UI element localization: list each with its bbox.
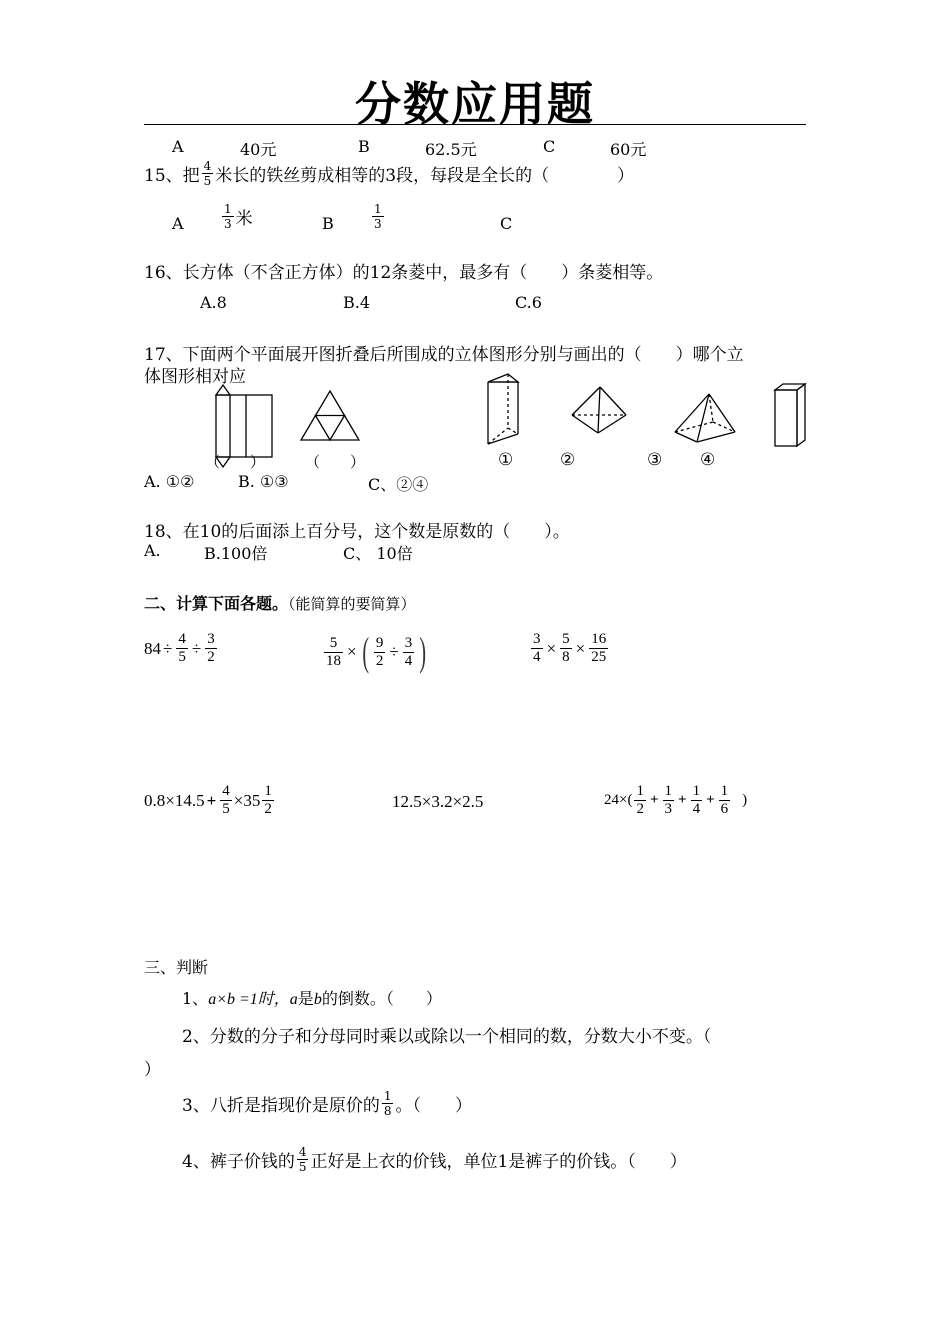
judgement-3: 3、八折是指现价是原价的 $\frac{1}{8}$ 。（ ） <box>182 1089 472 1118</box>
judgement-2-line1: 2、分数的分子和分母同时乘以或除以一个相同的数，分数大小不变。（ <box>182 1027 712 1047</box>
fraction-denominator: 5 <box>203 174 212 188</box>
q15-fraction <box>202 160 214 187</box>
fraction-numerator: 1 <box>374 202 382 216</box>
judgement-1: 1、 a×b =1时， a 是 b 的倒数。（ ） <box>182 989 442 1008</box>
section-2-heading: 二、计算下面各题。 <box>144 594 289 613</box>
section-3-heading: 三、判断 <box>144 958 209 977</box>
q15-option-a-label: A <box>172 214 184 233</box>
q14-option-b-value: 62.5元 <box>425 140 477 159</box>
judgement-2-line2: ） <box>144 1060 161 1080</box>
question-18: 18、在10的后面添上百分号，这个数是原数的（ ）。 <box>144 522 570 542</box>
q14-option-a-label: A <box>172 137 184 156</box>
expression-6: 24×( $\frac{1}{2}$ + $\frac{1}{3}$ + $\frac{1}{4}$ + $\frac{1}{6}$ ) <box>604 783 748 817</box>
solid-label-2: ② <box>560 450 576 470</box>
question-16: 16、长方体（不含正方体）的12条菱中，最多有（ ）条菱相等。 <box>144 263 664 283</box>
q17-option-c: C、②④ <box>368 475 429 494</box>
q17-option-a: A. ①② <box>144 472 195 491</box>
expression-2: $\frac{5}{18}$ × ( $\frac{9}{2}$ ÷ $\frac{3}{4}$ ) <box>326 629 427 674</box>
q15-option-b <box>370 203 386 230</box>
page-title: 分数应用题 <box>355 77 595 131</box>
expression-5: 12.5×3.2×2.5 <box>392 792 484 811</box>
fraction-numerator: 1 <box>224 202 232 216</box>
section-2-header <box>144 591 416 614</box>
expression-3: $\frac{3}{4}$ × $\frac{5}{8}$ × $\frac{16}{25}$ <box>533 631 607 665</box>
q16-option-c: C.6 <box>515 293 542 312</box>
q16-option-a: A.8 <box>200 293 227 312</box>
fraction-denominator: 3 <box>374 217 382 231</box>
title-underline <box>144 124 806 125</box>
solid-label-4: ④ <box>700 450 716 470</box>
solid-label-1: ① <box>498 450 514 470</box>
q15-option-c-label: C <box>500 214 513 233</box>
question-17-line2: 体图形相对应 <box>144 367 246 387</box>
q15-prefix: 15、把 <box>144 166 200 186</box>
tetrahedron-net-figure <box>300 390 362 442</box>
q14-option-a-value: 40元 <box>240 140 277 159</box>
section-2-note: （能简算的要简算） <box>288 595 416 613</box>
q15-suffix: 米长的铁丝剪成相等的3段，每段是全长的（ ） <box>215 166 635 186</box>
q15-option-a <box>220 203 253 230</box>
q14-option-c-label: C <box>543 137 556 156</box>
fraction-numerator: 4 <box>203 159 212 173</box>
q17-blank-2: （ ） <box>305 453 366 471</box>
fraction-denominator: 3 <box>224 217 232 231</box>
solid-label-3: ③ <box>647 450 663 470</box>
square-pyramid-figure <box>673 392 739 444</box>
q17-option-b: B. ①③ <box>238 472 289 491</box>
q14-option-b-label: B <box>358 137 370 156</box>
cuboid-figure <box>773 382 809 450</box>
q17-blank-1: （ ） <box>205 453 266 471</box>
q18-option-b: B.100倍 <box>204 544 268 563</box>
question-15 <box>144 160 634 187</box>
q18-option-c: C、 10倍 <box>343 544 413 563</box>
q16-option-b: B.4 <box>343 293 371 312</box>
triangular-prism-figure <box>484 370 524 450</box>
tetrahedron-figure <box>570 385 630 437</box>
q15-option-a-unit: 米 <box>235 209 253 229</box>
expression-1: 84 ÷ $\frac{4}{5}$ ÷ $\frac{3}{2}$ <box>144 631 215 665</box>
q18-option-a: A. <box>144 541 161 560</box>
q14-option-c-value: 60元 <box>610 140 647 159</box>
expression-4: 0.8×14.5 + $\frac{4}{5}$ ×35 $\frac{1}{2}$ <box>144 783 272 817</box>
question-17-line1: 17、下面两个平面展开图折叠后所围成的立体图形分别与画出的（ ）哪个立 <box>144 345 744 365</box>
judgement-4: 4、裤子价钱的 $\frac{4}{5}$ 正好是上衣的价钱，单位1是裤子的价钱。（ ） <box>182 1145 687 1174</box>
q15-option-b-label: B <box>322 214 334 233</box>
